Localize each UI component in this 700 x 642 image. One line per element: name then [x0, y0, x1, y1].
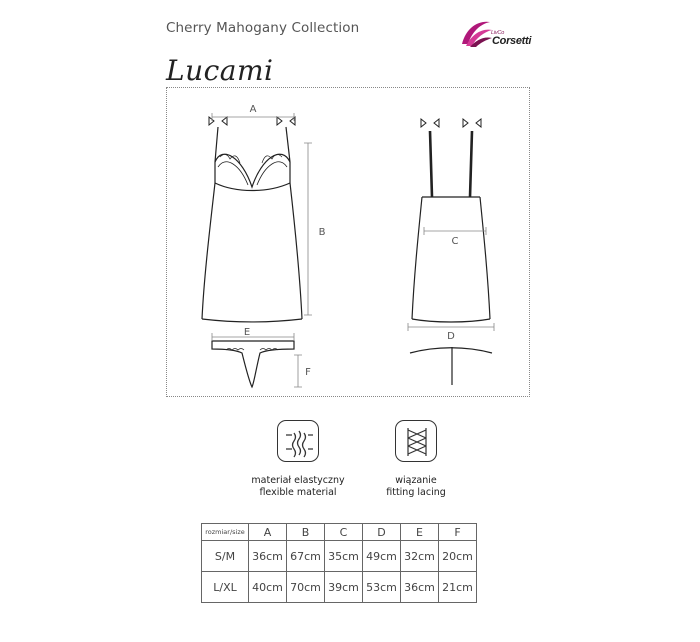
- collection-name: Cherry Mahogany Collection: [166, 20, 360, 36]
- table-row: [202, 541, 477, 572]
- table-row: [202, 572, 477, 603]
- label-e: E: [243, 327, 251, 338]
- size-col-a: A: [249, 524, 287, 541]
- model-name: Lucami: [166, 54, 274, 87]
- brand-line1: LivCo: [491, 30, 505, 36]
- brand-logo: [456, 14, 546, 54]
- size-cell: 39cm: [325, 572, 363, 603]
- size-col-c: C: [325, 524, 363, 541]
- size-cell: 70cm: [287, 572, 325, 603]
- size-cell: 36cm: [249, 541, 287, 572]
- size-col-b: B: [287, 524, 325, 541]
- size-label: S/M: [202, 541, 249, 572]
- label-c: C: [451, 236, 459, 247]
- size-cell: 67cm: [287, 541, 325, 572]
- size-cell: 32cm: [401, 541, 439, 572]
- size-cell: 20cm: [439, 541, 477, 572]
- size-cell: 53cm: [363, 572, 401, 603]
- size-cell: 49cm: [363, 541, 401, 572]
- flexible-material-icon: [277, 420, 319, 462]
- size-col-d: D: [363, 524, 401, 541]
- feature-label-lacing: wiązanie fitting lacing: [386, 475, 446, 498]
- feature-label-flexible: materiał elastyczny flexible material: [251, 475, 345, 498]
- fitting-lacing-icon: [395, 420, 437, 462]
- size-cell: 36cm: [401, 572, 439, 603]
- label-b: B: [318, 227, 326, 238]
- label-d: D: [447, 331, 455, 342]
- size-label: L/XL: [202, 572, 249, 603]
- size-table-header: [202, 524, 477, 541]
- front-chemise-drawing: [202, 117, 302, 322]
- garment-diagram: [166, 87, 530, 397]
- label-f: F: [305, 367, 311, 378]
- size-cell: 35cm: [325, 541, 363, 572]
- size-cell: 21cm: [439, 572, 477, 603]
- size-corner-header: rozmiar/size: [202, 524, 249, 541]
- label-a: A: [249, 104, 257, 115]
- back-thong-drawing: [410, 347, 492, 385]
- size-cell: 40cm: [249, 572, 287, 603]
- size-col-f: F: [439, 524, 477, 541]
- back-chemise-drawing: [412, 119, 490, 322]
- front-thong-drawing: [212, 341, 294, 387]
- size-table: [201, 523, 477, 603]
- size-col-e: E: [401, 524, 439, 541]
- brand-line2: Corsetti: [492, 35, 532, 47]
